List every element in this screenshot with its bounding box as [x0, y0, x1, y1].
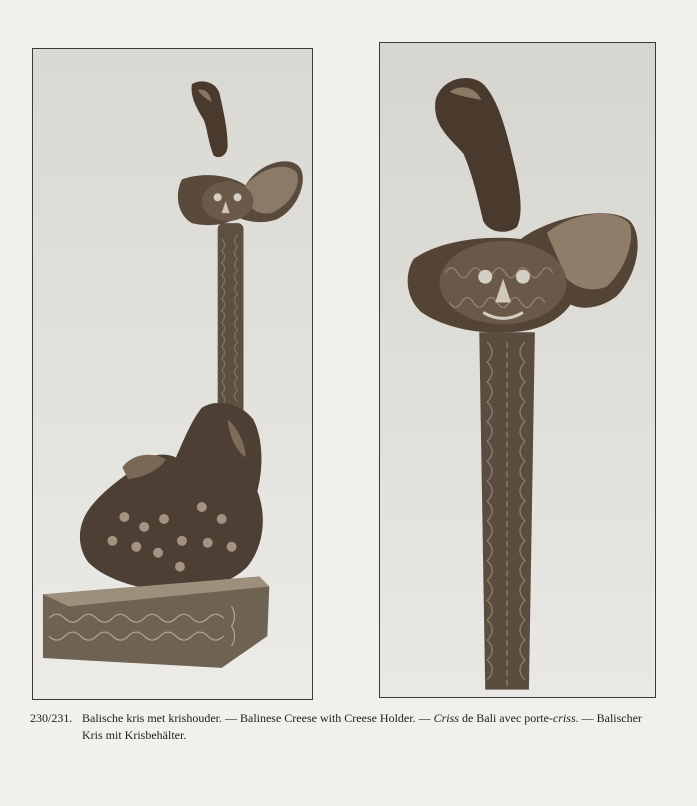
- caption-french-text: de Bali avec porte-: [461, 711, 553, 725]
- caption-french-term: Criss: [433, 711, 459, 725]
- photo-plate-kris-with-holder: [32, 48, 313, 700]
- caption-separator: —: [581, 711, 594, 725]
- kris-closeup-photo: [380, 43, 655, 697]
- caption-french-term-2: criss: [552, 711, 576, 725]
- caption-german-end: Kris mit Krisbehälter.: [82, 728, 187, 742]
- caption-french-period: .: [575, 711, 579, 725]
- caption-separator: —: [224, 711, 237, 725]
- caption-german-start: Balischer: [596, 711, 642, 725]
- caption-dutch: Balische kris met krishouder.: [82, 711, 222, 725]
- photo-plate-kris-closeup: [379, 42, 656, 698]
- figure-number: 230/231.: [30, 711, 73, 725]
- kris-holder-photo: [33, 49, 312, 699]
- caption-separator: —: [418, 711, 431, 725]
- caption-english: Balinese Creese with Creese Holder.: [239, 711, 416, 725]
- caption-line-1: [82, 710, 642, 727]
- caption-line-2: [82, 727, 186, 744]
